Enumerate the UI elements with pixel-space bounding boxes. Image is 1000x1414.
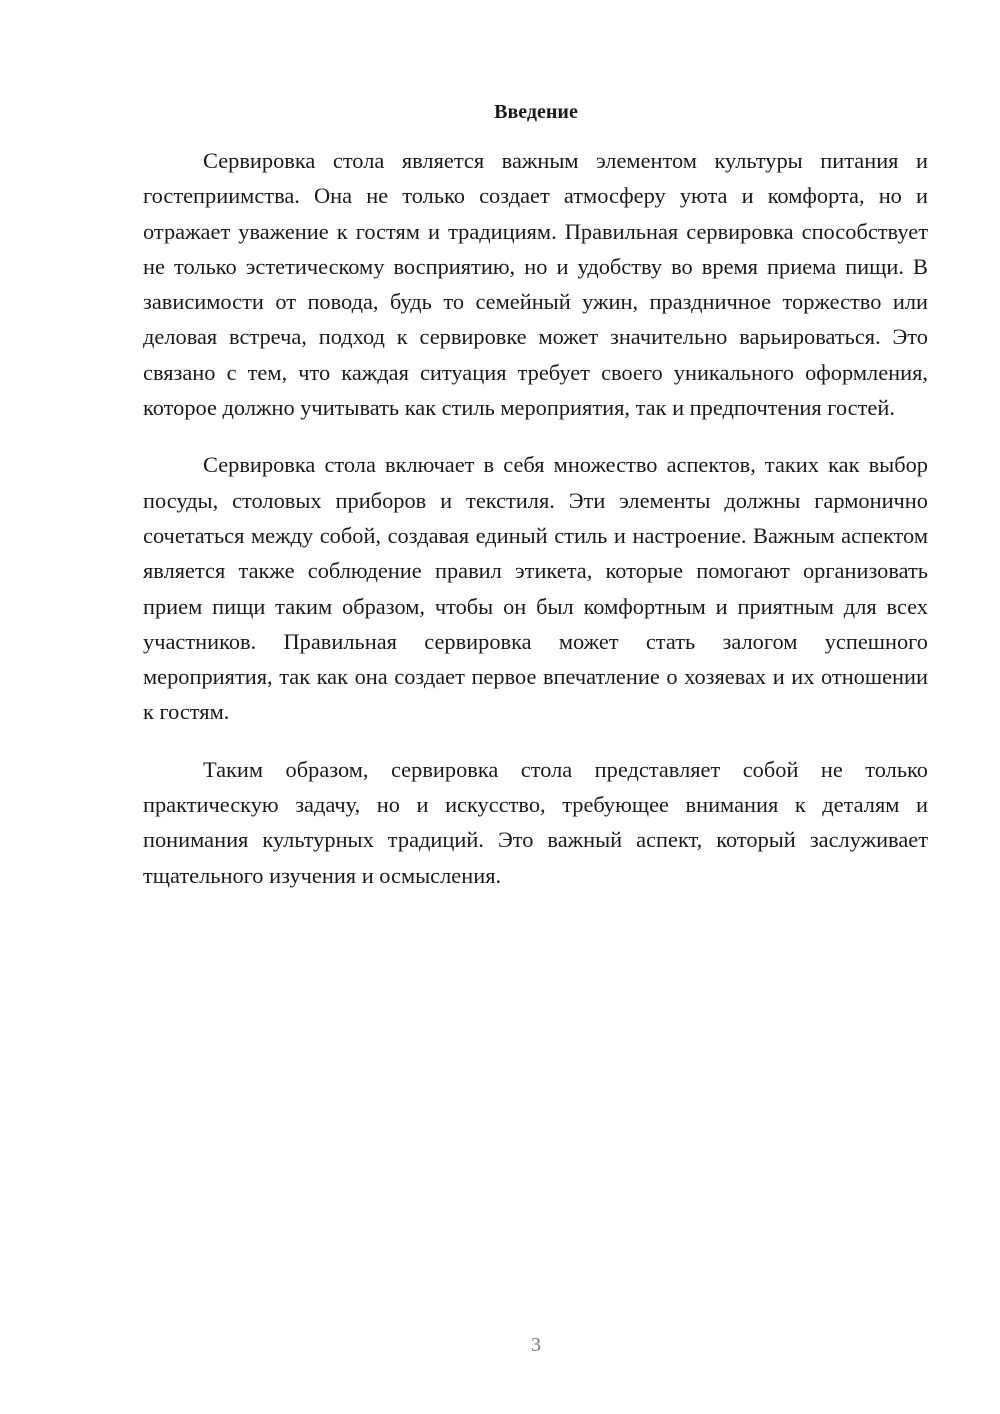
paragraph-2: Сервировка стола включает в себя множество аспектов, таких как выбор посуды, столовых приборов и текстиля. Эти элементы должны гармонично сочетаться между собой, создавая единый стиль и настроение. Важным аспектом является также соблюдение правил этикета, которые помогают организовать прием пищи таким образом, чтобы он был комфортным и приятным для всех участников. Правильная сервировка может стать залогом успешного мероприятия, так как она создает первое впечатление о хозяевах и их отношении к гостям. (143, 452, 928, 725)
section-title: Введение (494, 101, 578, 123)
page-number: 3 (531, 1334, 541, 1356)
paragraph-1: Сервировка стола является важным элементом культуры питания и гостеприимства. Она не только создает атмосферу уюта и комфорта, но и отражает уважение к гостям и традициям. Правильная сервировка способствует не только эстетическому восприятию, но и удобству во время приема пищи. В зависимости от повода, будь то семейный ужин, праздничное торжество или деловая встреча, подход к сервировке может значительно варьироваться. Это связано с тем, что каждая ситуация требует своего уникального оформления, которое должно учитывать как стиль мероприятия, так и предпочтения гостей. (143, 148, 928, 421)
body-text (143, 143, 928, 915)
paragraph-3: Таким образом, сервировка стола представляет собой не только практическую задачу, но и искусство, требующее внимания к деталям и понимания культурных традиций. Это важный аспект, который заслуживает тщательного изучения и осмысления. (143, 756, 928, 888)
